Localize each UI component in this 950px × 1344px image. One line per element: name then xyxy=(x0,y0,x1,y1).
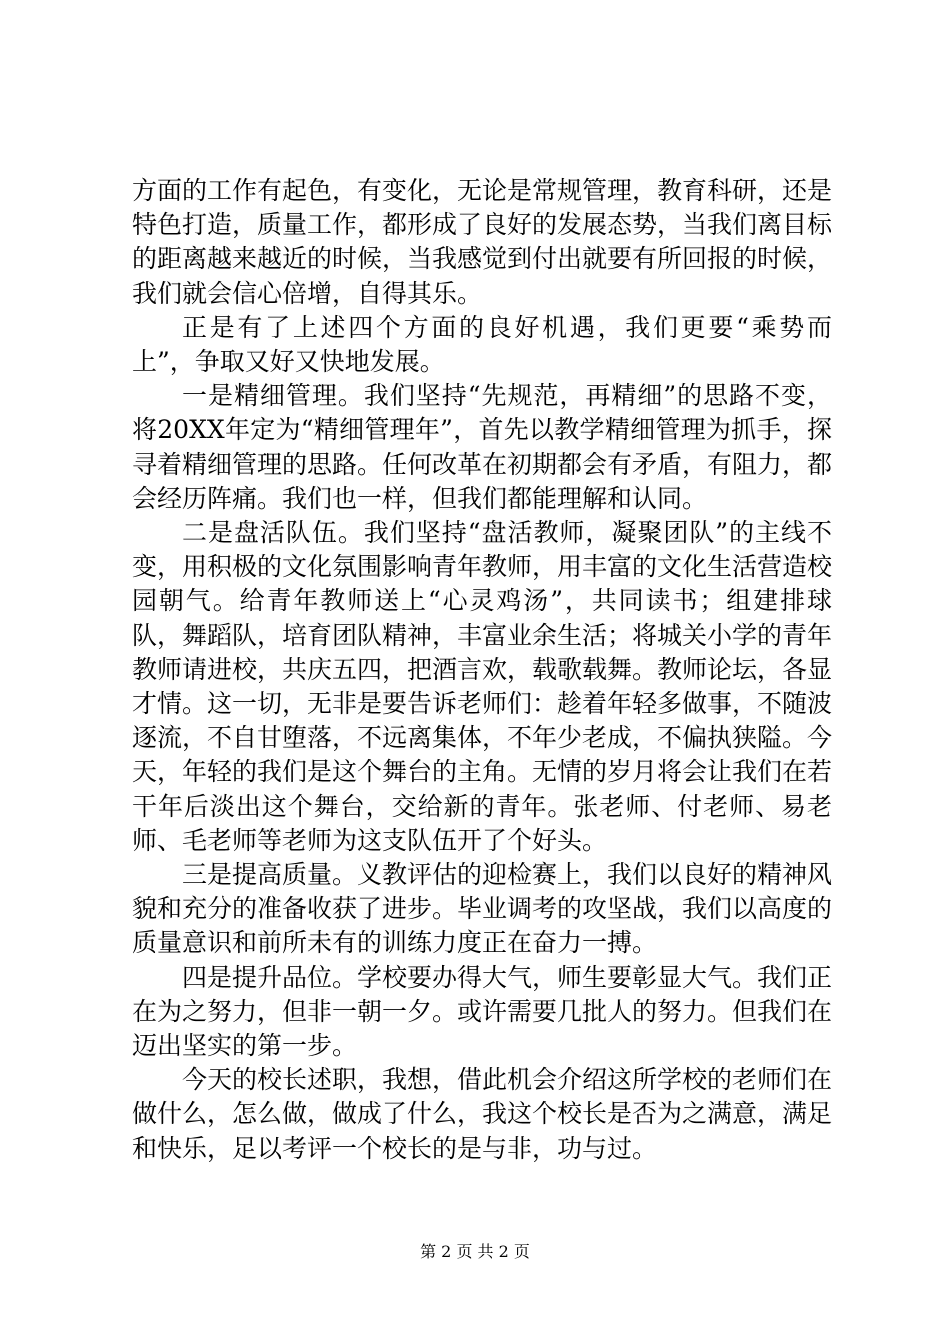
paragraph-continuation: 方面的工作有起色，有变化，无论是常规管理，教育科研，还是特色打造，质量工作，都形成了良好的发展态势，当我们离目标的距离越来越近的时候，当我感觉到付出就要有所回报的时候，我们就会信心倍增，自得其乐。 xyxy=(132,176,833,308)
paragraph-conclusion: 今天的校长述职，我想，借此机会介绍这所学校的老师们在做什么，怎么做，做成了什么，我这个校长是否为之满意，满足和快乐，足以考评一个校长的是与非，功与过。 xyxy=(132,1065,833,1163)
paragraph-opportunity: 正是有了上述四个方面的良好机遇，我们更要“乘势而上”，争取又好又快地发展。 xyxy=(132,312,832,377)
paragraph-taste: 四是提升品位。学校要办得大气，师生要彰显大气。我们正在为之努力，但非一朝一夕。或许需要几批人的努力。但我们在迈出坚实的第一步。 xyxy=(132,962,833,1061)
paragraph-fine-management: 一是精细管理。我们坚持“先规范，再精细”的思路不变，将20XX年定为“精细管理年”，首先以教学精细管理为抓手，探寻着精细管理的思路。任何改革在初期都会有矛盾，有阻力，都会经历阵痛。我们也一样，但我们都能理解和认同。 xyxy=(132,381,833,513)
paragraph-team-building: 二是盘活队伍。我们坚持“盘活教师，凝聚团队”的主线不变，用积极的文化氛围影响青年教师，用丰富的文化生活营造校园朝气。给青年教师送上“心灵鸡汤”，共同读书；组建排球队，舞蹈队，培育团队精神，丰富业余生活；将城关小学的青年教师请进校，共庆五四，把酒言欢，载歌载舞。教师论坛，各显才情。这一切，无非是要告诉老师们：趁着年轻多做事，不随波逐流，不自甘堕落，不远离集体，不年少老成，不偏执狭隘。今天，年轻的我们是这个舞台的主角。无情的岁月将会让我们在若干年后淡出这个舞台，交给新的青年。张老师、付老师、易老师、毛老师等老师为这支队伍开了个好头。 xyxy=(132,518,833,855)
document-body xyxy=(132,174,832,1166)
page-number-footer: 第 2 页 共 2 页 xyxy=(420,1242,530,1261)
paragraph-quality: 三是提高质量。义教评估的迎检赛上，我们以良好的精神风貌和充分的准备收获了进步。毕业调考的攻坚战，我们以高度的质量意识和前所未有的训练力度正在奋力一搏。 xyxy=(132,860,833,958)
